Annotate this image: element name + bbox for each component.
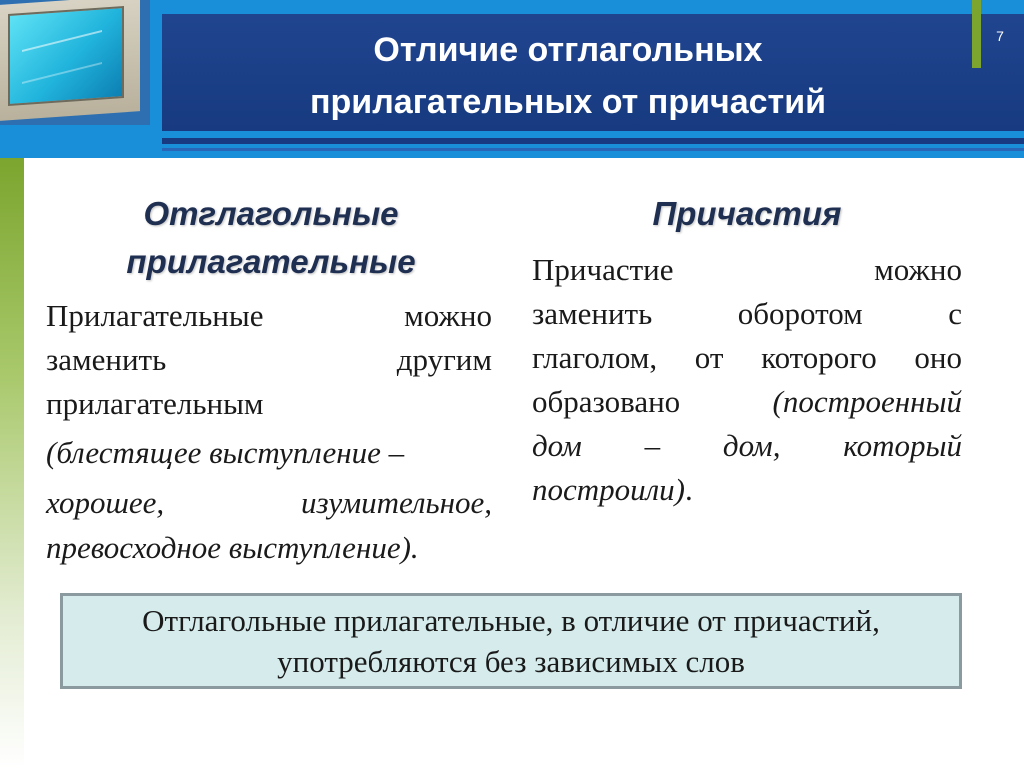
left-heading-line-1: Отглагольные xyxy=(143,195,399,232)
left-accent-stripe xyxy=(0,158,24,768)
slide-title-line-1: Отличие отглагольных xyxy=(373,31,763,69)
computer-monitor-icon xyxy=(0,0,150,125)
left-column-example xyxy=(46,428,492,568)
left-column-text xyxy=(46,294,492,426)
right-text-line-4-example: (построенный xyxy=(772,384,962,419)
right-column-heading: Причастия xyxy=(652,195,842,232)
right-column-text xyxy=(532,248,962,512)
conclusion-note-text xyxy=(81,600,941,682)
title-underline xyxy=(162,138,1024,144)
left-text-line-3: прилагательным xyxy=(46,386,264,421)
note-line-1: Отглагольные прилагательные, в отличие от причастий, xyxy=(142,603,880,638)
left-example-line-3: превосходное выступление). xyxy=(46,530,419,565)
left-example-line-2: хорошее, изумительное, xyxy=(46,485,492,520)
left-column-heading xyxy=(48,190,494,286)
right-text-line-6-example: построили) xyxy=(532,472,685,507)
left-heading-line-2: прилагательные xyxy=(126,243,416,280)
right-text-line-4 xyxy=(532,380,962,424)
right-text-line-2: заменить оборотом с xyxy=(532,296,962,331)
left-text-line-1: Прилагательные можно xyxy=(46,298,492,333)
slide-title-line-2: прилагательных от причастий xyxy=(309,83,826,121)
right-text-line-3: глаголом, от которого оно xyxy=(532,340,962,375)
slide-number: 7 xyxy=(996,28,1004,44)
right-text-line-1: Причастие можно xyxy=(532,252,962,287)
title-underline-thin xyxy=(162,148,1024,151)
left-text-line-2: заменить другим xyxy=(46,342,492,377)
note-line-2: употребляются без зависимых слов xyxy=(277,644,745,679)
right-text-line-5: дом – дом, который xyxy=(532,428,962,463)
conclusion-note-box xyxy=(60,593,962,689)
right-text-line-4-plain: образовано xyxy=(532,384,773,419)
left-example-line-1: (блестящее выступление – xyxy=(46,435,405,470)
right-text-line-6 xyxy=(532,468,962,512)
slide-title xyxy=(162,24,974,128)
right-text-line-6-period: . xyxy=(685,472,693,507)
